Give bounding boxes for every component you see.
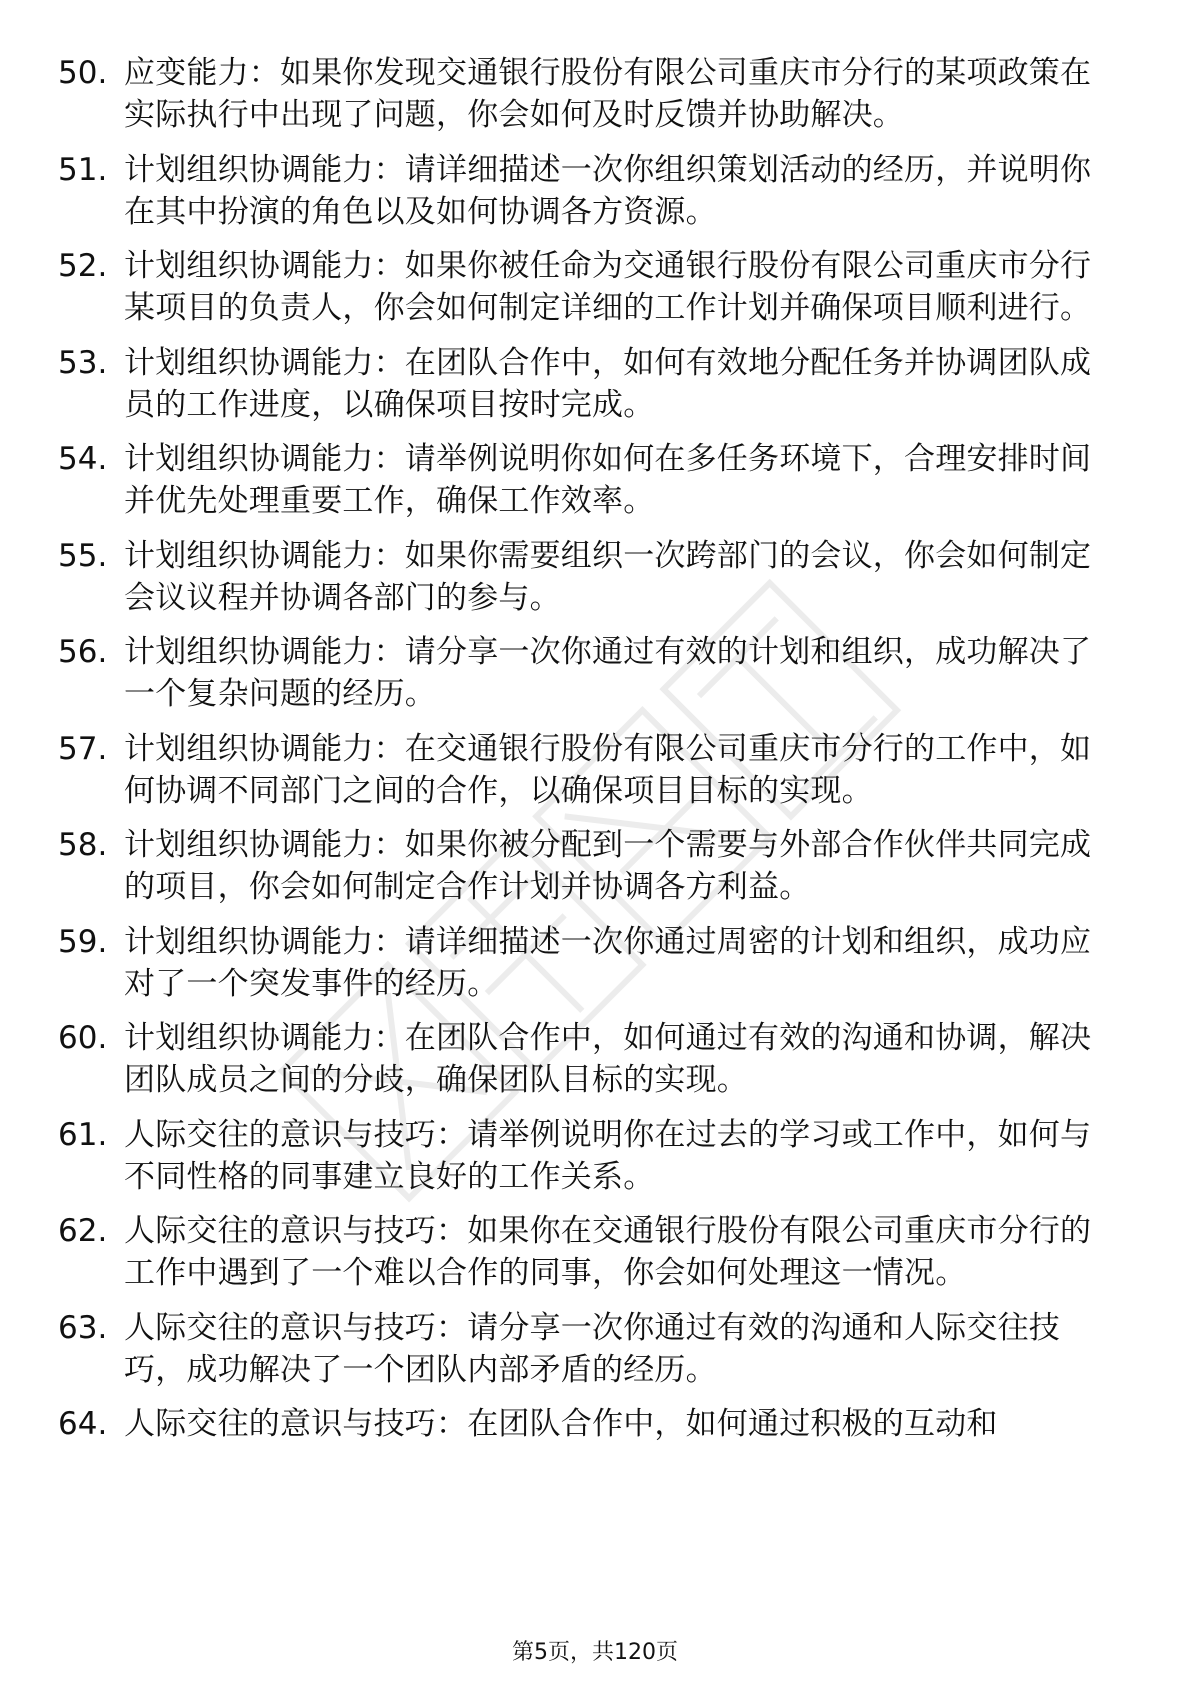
question-number: 64. — [58, 1406, 108, 1442]
question-item-54 — [58, 438, 1118, 522]
question-text: 人际交往的意识与技巧：请分享一次你通过有效的沟通和人际交往技巧，成功解决了一个团队内部矛盾的经历。 — [124, 1309, 1060, 1388]
question-text: 计划组织协调能力：在交通银行股份有限公司重庆市分行的工作中，如何协调不同部门之间的合作，以确保项目目标的实现。 — [124, 730, 1092, 809]
question-number: 50. — [58, 55, 108, 91]
question-text: 计划组织协调能力：请举例说明你如何在多任务环境下，合理安排时间并优先处理重要工作，确保工作效率。 — [124, 441, 1092, 519]
question-text: 计划组织协调能力：请详细描述一次你组织策划活动的经历，并说明你在其中扮演的角色以及如何协调各方资源。 — [124, 151, 1092, 230]
question-number: 51. — [58, 151, 108, 188]
question-number: 59. — [58, 923, 108, 960]
question-number: 62. — [58, 1213, 108, 1249]
page-footer — [0, 1638, 1190, 1668]
question-item-50 — [58, 52, 1118, 136]
question-item-57 — [58, 728, 1118, 812]
question-number: 60. — [58, 1020, 108, 1056]
question-text: 计划组织协调能力：请详细描述一次你通过周密的计划和组织，成功应对了一个突发事件的经历。 — [124, 923, 1092, 1002]
question-number: 54. — [58, 441, 108, 477]
question-number: 58. — [58, 827, 108, 863]
question-item-53 — [58, 342, 1118, 426]
question-item-51 — [58, 149, 1118, 233]
question-item-58 — [58, 824, 1118, 908]
question-item-52 — [58, 245, 1118, 329]
question-text: 计划组织协调能力：请分享一次你通过有效的计划和组织，成功解决了一个复杂问题的经历。 — [124, 634, 1092, 712]
question-text: 人际交往的意识与技巧：请举例说明你在过去的学习或工作中，如何与不同性格的同事建立良好的工作关系。 — [124, 1116, 1092, 1195]
question-item-62 — [58, 1210, 1118, 1294]
question-number: 56. — [58, 634, 108, 670]
question-number: 61. — [58, 1116, 108, 1153]
question-item-63 — [58, 1307, 1118, 1391]
question-item-61 — [58, 1114, 1118, 1198]
question-item-59 — [58, 921, 1118, 1005]
question-item-56 — [58, 631, 1118, 715]
question-text: 人际交往的意识与技巧：在团队合作中，如何通过积极的互动和 — [124, 1406, 998, 1442]
question-text: 计划组织协调能力：如果你被分配到一个需要与外部合作伙伴共同完成的项目，你会如何制定合作计划并协调各方利益。 — [124, 827, 1092, 905]
question-number: 55. — [58, 537, 108, 574]
question-item-64 — [58, 1403, 1118, 1445]
page-number-label: 第5页，共120页 — [512, 1640, 678, 1665]
question-text: 人际交往的意识与技巧：如果你在交通银行股份有限公司重庆市分行的工作中遇到了一个难以合作的同事，你会如何处理这一情况。 — [124, 1213, 1092, 1291]
question-list — [58, 52, 1118, 1458]
question-number: 53. — [58, 344, 108, 381]
question-text: 计划组织协调能力：在团队合作中，如何有效地分配任务并协调团队成员的工作进度，以确保项目按时完成。 — [124, 344, 1092, 423]
question-text: 应变能力：如果你发现交通银行股份有限公司重庆市分行的某项政策在实际执行中出现了问题，你会如何及时反馈并协助解决。 — [124, 55, 1092, 133]
question-item-55 — [58, 535, 1118, 619]
question-text: 计划组织协调能力：如果你被任命为交通银行股份有限公司重庆市分行某项目的负责人，你会如何制定详细的工作计划并确保项目顺利进行。 — [124, 248, 1092, 326]
question-item-60 — [58, 1017, 1118, 1101]
question-number: 57. — [58, 730, 108, 767]
question-number: 63. — [58, 1309, 108, 1346]
question-text: 计划组织协调能力：如果你需要组织一次跨部门的会议，你会如何制定会议议程并协调各部门的参与。 — [124, 537, 1092, 616]
question-text: 计划组织协调能力：在团队合作中，如何通过有效的沟通和协调，解决团队成员之间的分歧，确保团队目标的实现。 — [124, 1020, 1092, 1098]
question-number: 52. — [58, 248, 108, 284]
